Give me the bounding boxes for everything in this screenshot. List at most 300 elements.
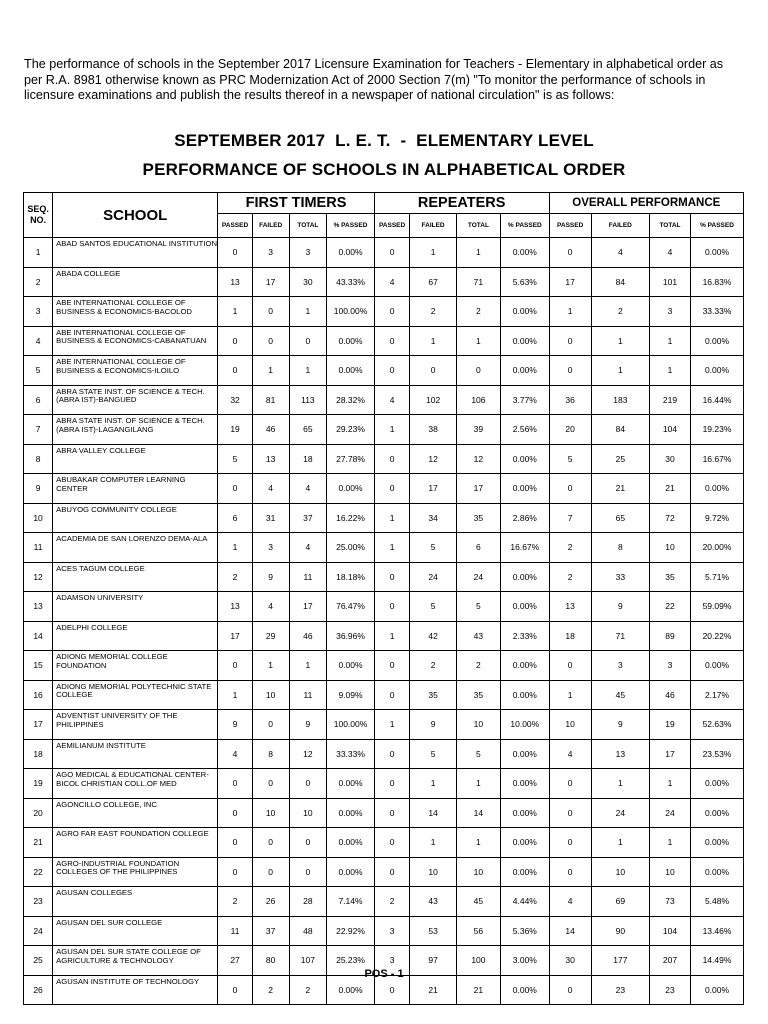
header-ft-passed: PASSED (218, 214, 253, 238)
overall-percent-passed-cell: 16.67% (690, 444, 743, 474)
repeaters-percent-passed-cell: 0.00% (501, 592, 550, 622)
header-ov-passed: PASSED (549, 214, 591, 238)
school-name-cell: ADVENTIST UNIVERSITY OF THE PHILIPPINES (53, 710, 218, 740)
first-timers-passed-cell: 2 (218, 562, 253, 592)
repeaters-percent-passed-cell: 0.00% (501, 739, 550, 769)
first-timers-failed-cell: 8 (252, 739, 289, 769)
repeaters-percent-passed-cell: 2.56% (501, 415, 550, 445)
overall-passed-cell: 7 (549, 503, 591, 533)
school-name-cell: AGRO-INDUSTRIAL FOUNDATION COLLEGES OF THE PHILIPPINES (53, 857, 218, 887)
table-row (24, 503, 744, 533)
repeaters-total-cell: 39 (456, 415, 500, 445)
overall-failed-cell: 65 (591, 503, 649, 533)
school-name-cell: ABE INTERNATIONAL COLLEGE OF BUSINESS & ECONOMICS-ILOILO (53, 356, 218, 386)
first-timers-failed-cell: 26 (252, 887, 289, 917)
header-rp-percent-passed: % PASSED (501, 214, 550, 238)
overall-percent-passed-cell: 0.00% (690, 857, 743, 887)
first-timers-passed-cell: 0 (218, 238, 253, 268)
intro-paragraph: The performance of schools in the September 2017 Licensure Examination for Teachers - Elementary in alphabetical order as per R.A. 8981 otherwise known as PRC Modernization Act of 2000 Section 7(m) "To monitor the performance of schools in licensure examinations and publish the results thereof in a newspaper of national circulation" is as follows: (24, 57, 724, 102)
overall-passed-cell: 0 (549, 356, 591, 386)
repeaters-passed-cell: 1 (374, 415, 410, 445)
first-timers-total-cell: 12 (289, 739, 327, 769)
repeaters-total-cell: 71 (456, 267, 500, 297)
first-timers-percent-passed-cell: 0.00% (327, 798, 375, 828)
seq-no-cell: 16 (24, 680, 53, 710)
table-row (24, 356, 744, 386)
seq-no-cell: 3 (24, 297, 53, 327)
table-row (24, 474, 744, 504)
first-timers-passed-cell: 13 (218, 592, 253, 622)
overall-passed-cell: 36 (549, 385, 591, 415)
header-ov-failed: FAILED (591, 214, 649, 238)
repeaters-percent-passed-cell: 3.77% (501, 385, 550, 415)
overall-total-cell: 30 (649, 444, 690, 474)
overall-passed-cell: 10 (549, 710, 591, 740)
school-name-cell: ACADEMIA DE SAN LORENZO DEMA-ALA (53, 533, 218, 563)
repeaters-total-cell: 1 (456, 828, 500, 858)
overall-total-cell: 104 (649, 916, 690, 946)
overall-total-cell: 23 (649, 975, 690, 1005)
first-timers-total-cell: 2 (289, 975, 327, 1005)
overall-percent-passed-cell: 13.46% (690, 916, 743, 946)
seq-no-cell: 7 (24, 415, 53, 445)
results-body (24, 238, 744, 1005)
overall-passed-cell: 0 (549, 238, 591, 268)
overall-failed-cell: 71 (591, 621, 649, 651)
seq-no-cell: 15 (24, 651, 53, 681)
overall-percent-passed-cell: 0.00% (690, 474, 743, 504)
repeaters-passed-cell: 0 (374, 651, 410, 681)
first-timers-percent-passed-cell: 100.00% (327, 297, 375, 327)
repeaters-percent-passed-cell: 0.00% (501, 297, 550, 327)
repeaters-passed-cell: 3 (374, 946, 410, 976)
repeaters-failed-cell: 5 (410, 592, 456, 622)
repeaters-percent-passed-cell: 0.00% (501, 828, 550, 858)
first-timers-failed-cell: 0 (252, 857, 289, 887)
table-row (24, 562, 744, 592)
repeaters-passed-cell: 0 (374, 592, 410, 622)
overall-percent-passed-cell: 2.17% (690, 680, 743, 710)
repeaters-total-cell: 10 (456, 710, 500, 740)
header-ov-total: TOTAL (649, 214, 690, 238)
table-row (24, 828, 744, 858)
first-timers-passed-cell: 0 (218, 798, 253, 828)
school-name-cell: ACES TAGUM COLLEGE (53, 562, 218, 592)
title-performance: PERFORMANCE OF SCHOOLS IN ALPHABETICAL ORDER (142, 160, 626, 179)
repeaters-passed-cell: 0 (374, 828, 410, 858)
overall-percent-passed-cell: 0.00% (690, 828, 743, 858)
seq-no-cell: 10 (24, 503, 53, 533)
repeaters-percent-passed-cell: 0.00% (501, 474, 550, 504)
repeaters-failed-cell: 34 (410, 503, 456, 533)
first-timers-passed-cell: 1 (218, 680, 253, 710)
overall-failed-cell: 69 (591, 887, 649, 917)
school-name-cell: AGUSAN DEL SUR COLLEGE (53, 916, 218, 946)
school-name-cell: ABE INTERNATIONAL COLLEGE OF BUSINESS & ECONOMICS-CABANATUAN (53, 326, 218, 356)
repeaters-total-cell: 14 (456, 798, 500, 828)
first-timers-total-cell: 0 (289, 769, 327, 799)
repeaters-percent-passed-cell: 0.00% (501, 680, 550, 710)
overall-passed-cell: 4 (549, 887, 591, 917)
school-name-cell: AGUSAN COLLEGES (53, 887, 218, 917)
table-row (24, 651, 744, 681)
overall-failed-cell: 3 (591, 651, 649, 681)
first-timers-passed-cell: 0 (218, 474, 253, 504)
table-row (24, 238, 744, 268)
repeaters-passed-cell: 0 (374, 562, 410, 592)
repeaters-failed-cell: 24 (410, 562, 456, 592)
repeaters-percent-passed-cell: 0.00% (501, 238, 550, 268)
repeaters-failed-cell: 38 (410, 415, 456, 445)
first-timers-percent-passed-cell: 0.00% (327, 238, 375, 268)
repeaters-passed-cell: 0 (374, 975, 410, 1005)
overall-passed-cell: 2 (549, 562, 591, 592)
repeaters-percent-passed-cell: 16.67% (501, 533, 550, 563)
overall-passed-cell: 14 (549, 916, 591, 946)
first-timers-passed-cell: 0 (218, 651, 253, 681)
seq-no-cell: 11 (24, 533, 53, 563)
overall-failed-cell: 13 (591, 739, 649, 769)
seq-no-cell: 17 (24, 710, 53, 740)
table-row (24, 739, 744, 769)
overall-total-cell: 35 (649, 562, 690, 592)
overall-passed-cell: 0 (549, 975, 591, 1005)
first-timers-total-cell: 30 (289, 267, 327, 297)
repeaters-passed-cell: 0 (374, 769, 410, 799)
overall-total-cell: 24 (649, 798, 690, 828)
repeaters-passed-cell: 0 (374, 326, 410, 356)
seq-no-cell: 2 (24, 267, 53, 297)
repeaters-total-cell: 45 (456, 887, 500, 917)
first-timers-passed-cell: 4 (218, 739, 253, 769)
first-timers-percent-passed-cell: 7.14% (327, 887, 375, 917)
repeaters-percent-passed-cell: 10.00% (501, 710, 550, 740)
overall-failed-cell: 84 (591, 415, 649, 445)
overall-passed-cell: 1 (549, 680, 591, 710)
overall-passed-cell: 18 (549, 621, 591, 651)
repeaters-passed-cell: 0 (374, 857, 410, 887)
seq-no-cell: 23 (24, 887, 53, 917)
first-timers-total-cell: 28 (289, 887, 327, 917)
overall-failed-cell: 21 (591, 474, 649, 504)
first-timers-total-cell: 65 (289, 415, 327, 445)
table-row (24, 267, 744, 297)
repeaters-total-cell: 100 (456, 946, 500, 976)
seq-no-cell: 6 (24, 385, 53, 415)
repeaters-percent-passed-cell: 0.00% (501, 857, 550, 887)
school-name-cell: ABRA STATE INST. OF SCIENCE & TECH.(ABRA IST)-BANGUED (53, 385, 218, 415)
overall-total-cell: 101 (649, 267, 690, 297)
overall-passed-cell: 2 (549, 533, 591, 563)
repeaters-total-cell: 35 (456, 503, 500, 533)
first-timers-percent-passed-cell: 0.00% (327, 474, 375, 504)
first-timers-failed-cell: 10 (252, 680, 289, 710)
first-timers-percent-passed-cell: 25.00% (327, 533, 375, 563)
repeaters-total-cell: 5 (456, 592, 500, 622)
repeaters-failed-cell: 35 (410, 680, 456, 710)
first-timers-total-cell: 1 (289, 297, 327, 327)
first-timers-percent-passed-cell: 43.33% (327, 267, 375, 297)
overall-total-cell: 10 (649, 533, 690, 563)
first-timers-percent-passed-cell: 9.09% (327, 680, 375, 710)
overall-passed-cell: 13 (549, 592, 591, 622)
repeaters-percent-passed-cell: 3.00% (501, 946, 550, 976)
first-timers-failed-cell: 17 (252, 267, 289, 297)
overall-total-cell: 1 (649, 326, 690, 356)
repeaters-percent-passed-cell: 0.00% (501, 444, 550, 474)
table-row (24, 326, 744, 356)
repeaters-failed-cell: 2 (410, 651, 456, 681)
seq-no-cell: 18 (24, 739, 53, 769)
overall-percent-passed-cell: 52.63% (690, 710, 743, 740)
overall-passed-cell: 5 (549, 444, 591, 474)
overall-passed-cell: 1 (549, 297, 591, 327)
first-timers-passed-cell: 0 (218, 326, 253, 356)
school-name-cell: ADIONG MEMORIAL POLYTECHNIC STATE COLLEGE (53, 680, 218, 710)
seq-no-cell: 9 (24, 474, 53, 504)
overall-percent-passed-cell: 9.72% (690, 503, 743, 533)
repeaters-total-cell: 12 (456, 444, 500, 474)
first-timers-passed-cell: 0 (218, 828, 253, 858)
repeaters-percent-passed-cell: 2.33% (501, 621, 550, 651)
overall-failed-cell: 1 (591, 769, 649, 799)
first-timers-total-cell: 18 (289, 444, 327, 474)
first-timers-percent-passed-cell: 33.33% (327, 739, 375, 769)
first-timers-failed-cell: 0 (252, 769, 289, 799)
first-timers-failed-cell: 1 (252, 356, 289, 386)
school-name-cell: ABE INTERNATIONAL COLLEGE OF BUSINESS & ECONOMICS-BACOLOD (53, 297, 218, 327)
repeaters-failed-cell: 5 (410, 533, 456, 563)
repeaters-total-cell: 6 (456, 533, 500, 563)
first-timers-total-cell: 11 (289, 562, 327, 592)
first-timers-failed-cell: 0 (252, 710, 289, 740)
school-name-cell: ABADA COLLEGE (53, 267, 218, 297)
overall-passed-cell: 4 (549, 739, 591, 769)
first-timers-percent-passed-cell: 0.00% (327, 356, 375, 386)
first-timers-percent-passed-cell: 100.00% (327, 710, 375, 740)
first-timers-failed-cell: 81 (252, 385, 289, 415)
first-timers-failed-cell: 0 (252, 326, 289, 356)
overall-total-cell: 19 (649, 710, 690, 740)
repeaters-passed-cell: 0 (374, 444, 410, 474)
repeaters-failed-cell: 43 (410, 887, 456, 917)
school-name-cell: ADAMSON UNIVERSITY (53, 592, 218, 622)
first-timers-passed-cell: 17 (218, 621, 253, 651)
first-timers-failed-cell: 10 (252, 798, 289, 828)
repeaters-passed-cell: 4 (374, 267, 410, 297)
first-timers-total-cell: 4 (289, 474, 327, 504)
first-timers-total-cell: 4 (289, 533, 327, 563)
seq-no-cell: 19 (24, 769, 53, 799)
repeaters-total-cell: 2 (456, 297, 500, 327)
first-timers-failed-cell: 0 (252, 297, 289, 327)
overall-failed-cell: 84 (591, 267, 649, 297)
overall-failed-cell: 9 (591, 710, 649, 740)
repeaters-passed-cell: 0 (374, 238, 410, 268)
overall-failed-cell: 177 (591, 946, 649, 976)
seq-no-cell: 14 (24, 621, 53, 651)
repeaters-failed-cell: 9 (410, 710, 456, 740)
first-timers-passed-cell: 13 (218, 267, 253, 297)
first-timers-percent-passed-cell: 29.23% (327, 415, 375, 445)
first-timers-failed-cell: 4 (252, 592, 289, 622)
repeaters-passed-cell: 1 (374, 621, 410, 651)
seq-no-cell: 22 (24, 857, 53, 887)
page-footer: POS - 1 (364, 968, 404, 980)
table-row (24, 769, 744, 799)
table-row (24, 533, 744, 563)
repeaters-failed-cell: 97 (410, 946, 456, 976)
overall-percent-passed-cell: 0.00% (690, 326, 743, 356)
overall-passed-cell: 0 (549, 474, 591, 504)
first-timers-passed-cell: 6 (218, 503, 253, 533)
overall-percent-passed-cell: 16.83% (690, 267, 743, 297)
first-timers-total-cell: 37 (289, 503, 327, 533)
repeaters-percent-passed-cell: 0.00% (501, 562, 550, 592)
first-timers-total-cell: 17 (289, 592, 327, 622)
repeaters-total-cell: 0 (456, 356, 500, 386)
school-name-cell: ABRA VALLEY COLLEGE (53, 444, 218, 474)
first-timers-failed-cell: 80 (252, 946, 289, 976)
repeaters-passed-cell: 0 (374, 680, 410, 710)
school-name-cell: ADIONG MEMORIAL COLLEGE FOUNDATION (53, 651, 218, 681)
repeaters-percent-passed-cell: 0.00% (501, 326, 550, 356)
table-row (24, 680, 744, 710)
repeaters-failed-cell: 1 (410, 769, 456, 799)
first-timers-failed-cell: 31 (252, 503, 289, 533)
first-timers-percent-passed-cell: 18.18% (327, 562, 375, 592)
overall-percent-passed-cell: 14.49% (690, 946, 743, 976)
first-timers-passed-cell: 0 (218, 975, 253, 1005)
repeaters-passed-cell: 0 (374, 798, 410, 828)
repeaters-passed-cell: 0 (374, 739, 410, 769)
header-first-timers: FIRST TIMERS (218, 193, 374, 214)
overall-total-cell: 89 (649, 621, 690, 651)
overall-failed-cell: 1 (591, 828, 649, 858)
first-timers-percent-passed-cell: 76.47% (327, 592, 375, 622)
overall-passed-cell: 17 (549, 267, 591, 297)
repeaters-failed-cell: 102 (410, 385, 456, 415)
overall-total-cell: 1 (649, 828, 690, 858)
table-row (24, 916, 744, 946)
first-timers-percent-passed-cell: 16.22% (327, 503, 375, 533)
first-timers-passed-cell: 0 (218, 356, 253, 386)
seq-no-cell: 20 (24, 798, 53, 828)
overall-failed-cell: 4 (591, 238, 649, 268)
repeaters-failed-cell: 5 (410, 739, 456, 769)
table-row (24, 710, 744, 740)
overall-percent-passed-cell: 20.22% (690, 621, 743, 651)
repeaters-percent-passed-cell: 0.00% (501, 975, 550, 1005)
school-name-cell: AEMILIANUM INSTITUTE (53, 739, 218, 769)
overall-total-cell: 46 (649, 680, 690, 710)
repeaters-failed-cell: 53 (410, 916, 456, 946)
results-table (23, 192, 744, 1005)
first-timers-failed-cell: 46 (252, 415, 289, 445)
repeaters-failed-cell: 0 (410, 356, 456, 386)
seq-no-cell: 26 (24, 975, 53, 1005)
overall-percent-passed-cell: 0.00% (690, 769, 743, 799)
first-timers-passed-cell: 5 (218, 444, 253, 474)
first-timers-percent-passed-cell: 0.00% (327, 857, 375, 887)
first-timers-percent-passed-cell: 22.92% (327, 916, 375, 946)
overall-total-cell: 207 (649, 946, 690, 976)
first-timers-passed-cell: 1 (218, 533, 253, 563)
repeaters-total-cell: 17 (456, 474, 500, 504)
overall-percent-passed-cell: 23.53% (690, 739, 743, 769)
repeaters-failed-cell: 1 (410, 238, 456, 268)
overall-total-cell: 21 (649, 474, 690, 504)
repeaters-failed-cell: 21 (410, 975, 456, 1005)
repeaters-passed-cell: 3 (374, 916, 410, 946)
first-timers-passed-cell: 2 (218, 887, 253, 917)
overall-percent-passed-cell: 59.09% (690, 592, 743, 622)
first-timers-percent-passed-cell: 0.00% (327, 326, 375, 356)
first-timers-passed-cell: 1 (218, 297, 253, 327)
repeaters-percent-passed-cell: 2.86% (501, 503, 550, 533)
header-ft-percent-passed: % PASSED (327, 214, 375, 238)
first-timers-total-cell: 11 (289, 680, 327, 710)
repeaters-failed-cell: 67 (410, 267, 456, 297)
table-row (24, 444, 744, 474)
first-timers-total-cell: 107 (289, 946, 327, 976)
repeaters-total-cell: 43 (456, 621, 500, 651)
overall-total-cell: 73 (649, 887, 690, 917)
repeaters-total-cell: 56 (456, 916, 500, 946)
repeaters-total-cell: 35 (456, 680, 500, 710)
header-school: SCHOOL (53, 193, 218, 238)
school-name-cell: AGRO FAR EAST FOUNDATION COLLEGE (53, 828, 218, 858)
first-timers-failed-cell: 3 (252, 533, 289, 563)
first-timers-percent-passed-cell: 0.00% (327, 828, 375, 858)
overall-failed-cell: 183 (591, 385, 649, 415)
overall-percent-passed-cell: 33.33% (690, 297, 743, 327)
school-name-cell: ABAD SANTOS EDUCATIONAL INSTITUTION (53, 238, 218, 268)
repeaters-passed-cell: 1 (374, 710, 410, 740)
first-timers-total-cell: 0 (289, 828, 327, 858)
overall-total-cell: 4 (649, 238, 690, 268)
first-timers-total-cell: 0 (289, 857, 327, 887)
overall-total-cell: 17 (649, 739, 690, 769)
header-seq-no: SEQ. NO. (24, 193, 53, 238)
repeaters-passed-cell: 0 (374, 356, 410, 386)
first-timers-percent-passed-cell: 36.96% (327, 621, 375, 651)
overall-percent-passed-cell: 16.44% (690, 385, 743, 415)
first-timers-passed-cell: 19 (218, 415, 253, 445)
school-name-cell: AGUSAN INSTITUTE OF TECHNOLOGY (53, 975, 218, 1005)
overall-passed-cell: 0 (549, 857, 591, 887)
first-timers-passed-cell: 0 (218, 857, 253, 887)
repeaters-total-cell: 1 (456, 238, 500, 268)
repeaters-failed-cell: 1 (410, 326, 456, 356)
header-repeaters: REPEATERS (374, 193, 549, 214)
repeaters-total-cell: 10 (456, 857, 500, 887)
overall-percent-passed-cell: 0.00% (690, 356, 743, 386)
overall-passed-cell: 0 (549, 828, 591, 858)
school-name-cell: AGO MEDICAL & EDUCATIONAL CENTER-BICOL CHRISTIAN COLL.OF MED (53, 769, 218, 799)
repeaters-passed-cell: 1 (374, 533, 410, 563)
repeaters-percent-passed-cell: 0.00% (501, 769, 550, 799)
first-timers-failed-cell: 9 (252, 562, 289, 592)
repeaters-total-cell: 24 (456, 562, 500, 592)
repeaters-percent-passed-cell: 0.00% (501, 651, 550, 681)
overall-percent-passed-cell: 0.00% (690, 975, 743, 1005)
repeaters-passed-cell: 0 (374, 297, 410, 327)
seq-no-cell: 24 (24, 916, 53, 946)
repeaters-percent-passed-cell: 0.00% (501, 798, 550, 828)
repeaters-total-cell: 1 (456, 326, 500, 356)
repeaters-total-cell: 5 (456, 739, 500, 769)
